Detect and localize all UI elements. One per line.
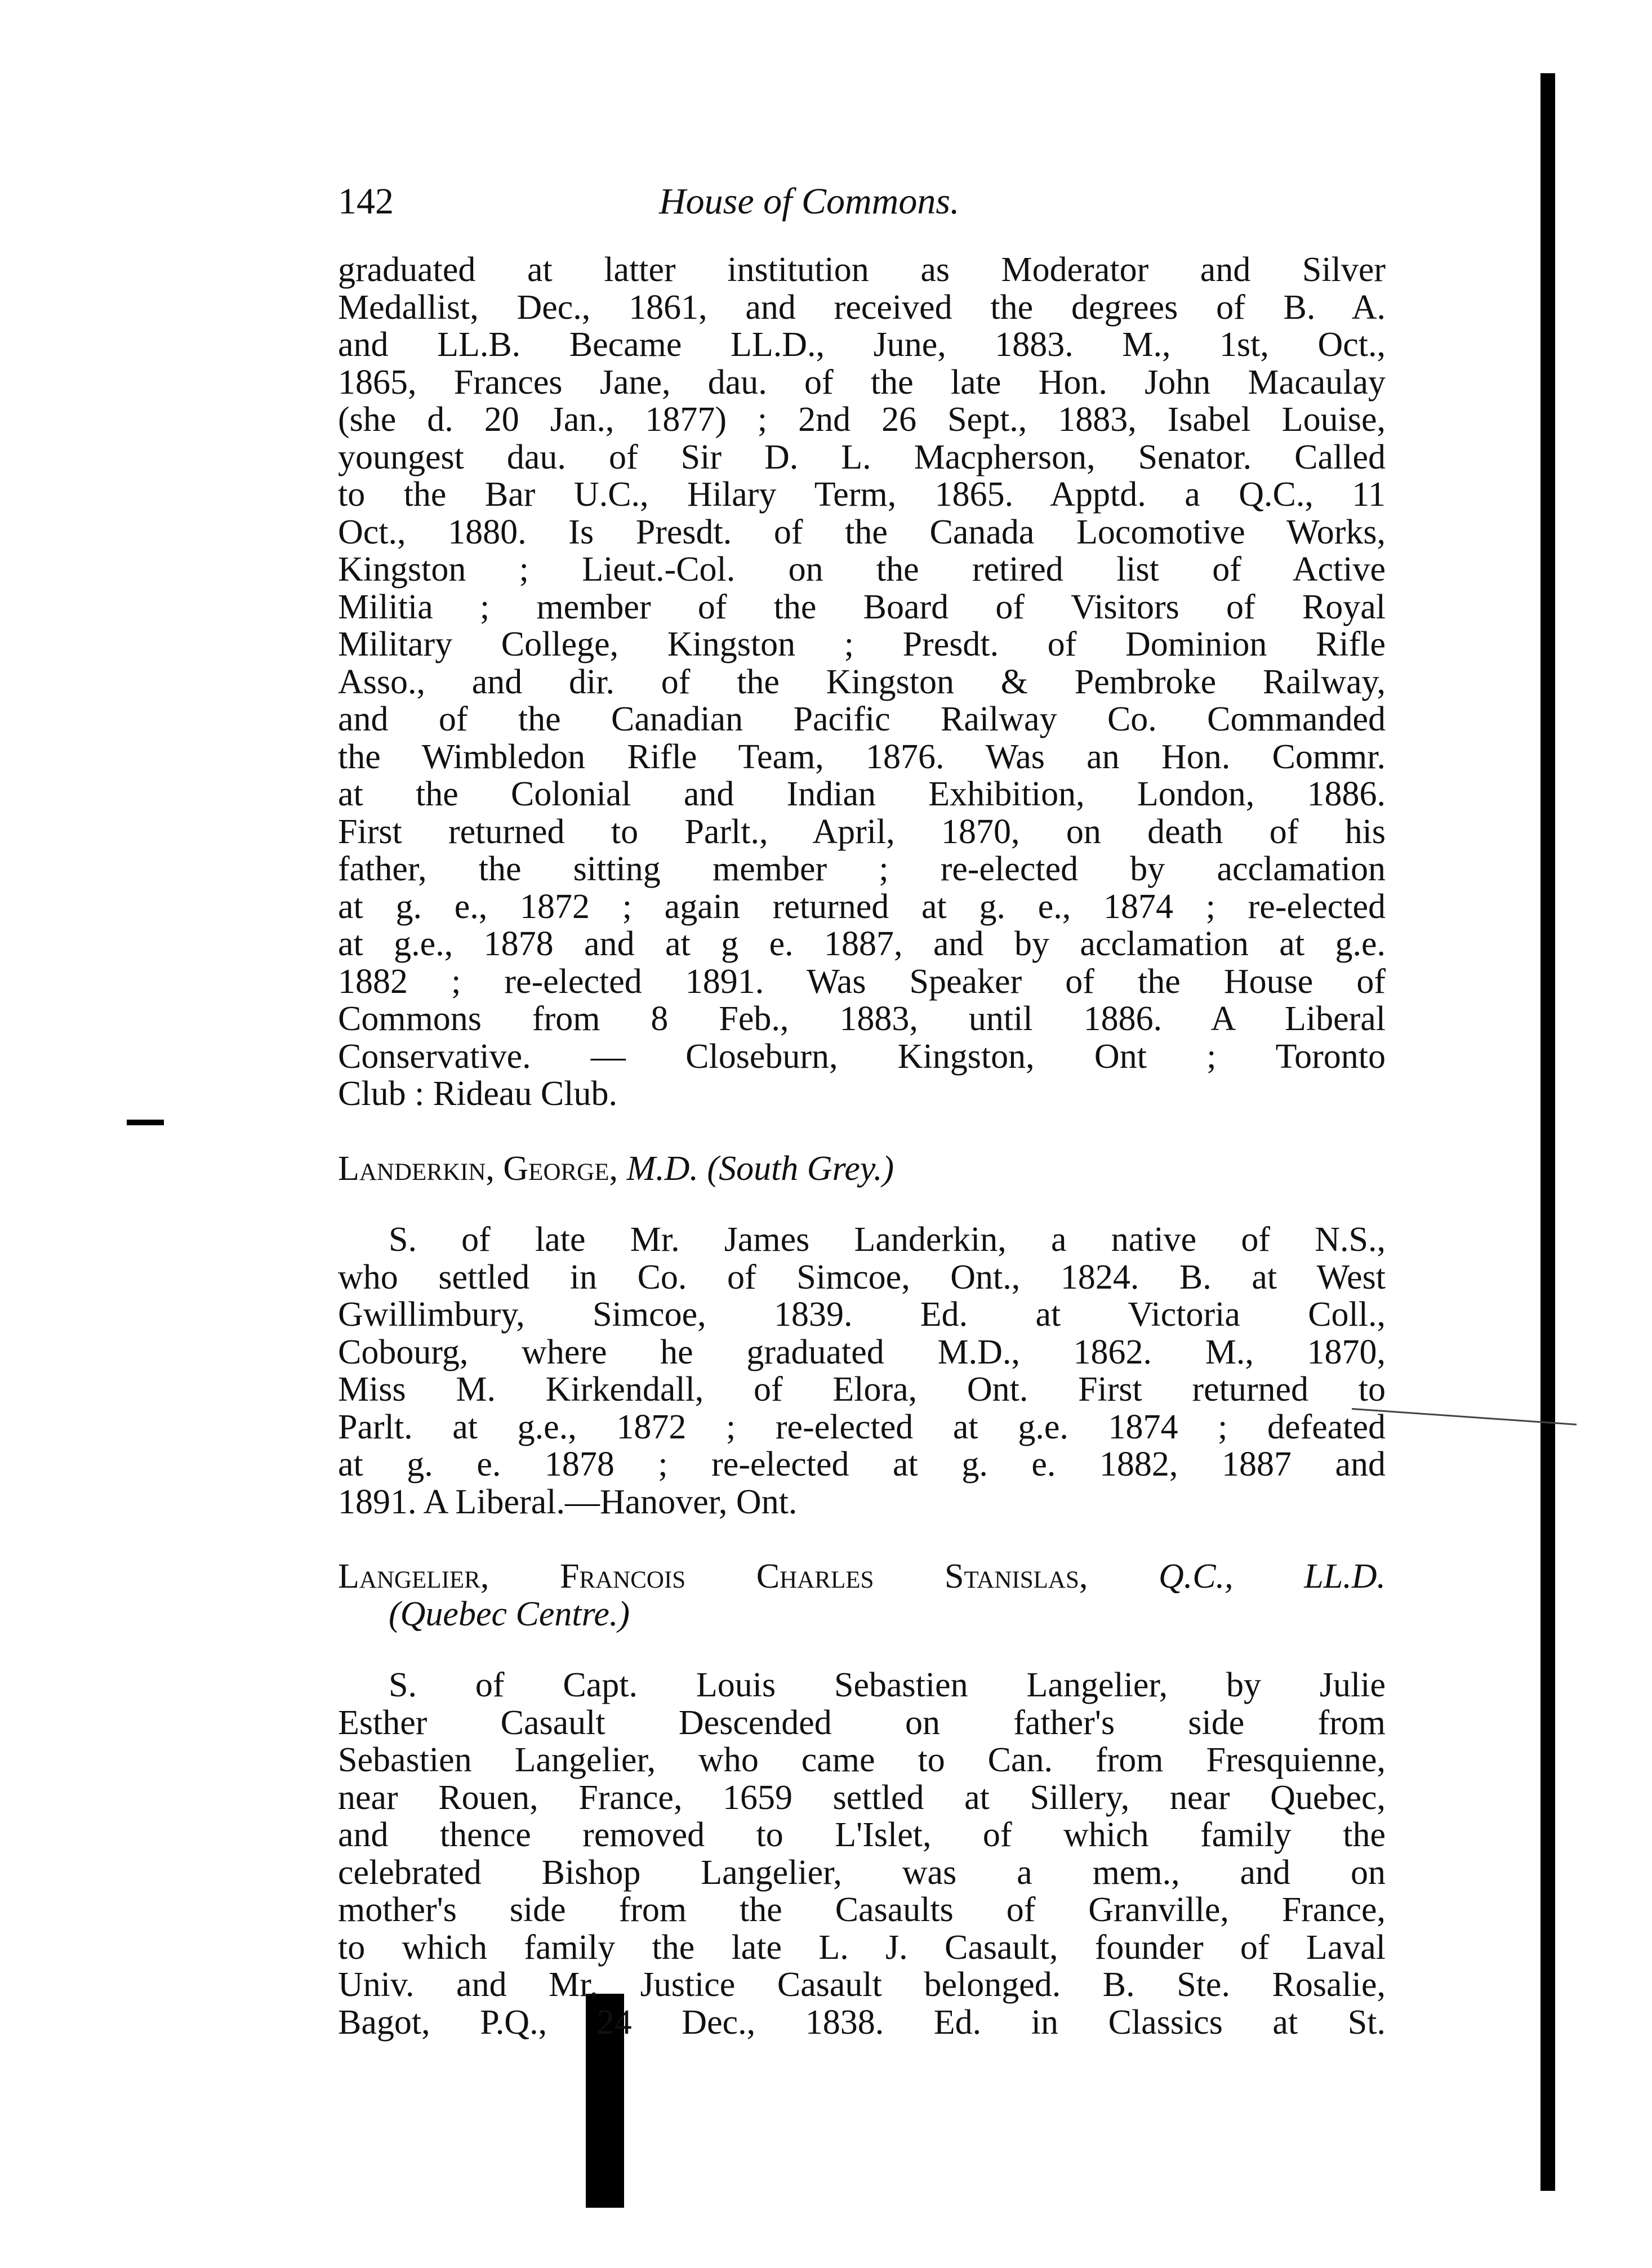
- entry-heading: [338, 1558, 1386, 1596]
- member-riding: (South Grey.): [707, 1149, 894, 1188]
- text-line: at g.e., 1878 and at g e. 1887, and by acclamation at g.e.: [338, 925, 1386, 963]
- text-line: Conservative. — Closeburn, Kingston, Ont ; Toronto: [338, 1037, 1386, 1076]
- text-line: mother's side from the Casaults of Granville, France,: [338, 1891, 1386, 1929]
- entry-continued: [338, 251, 1386, 1113]
- text-line: Bagot, P.Q., 24 Dec., 1838. Ed. in Classics at St.: [338, 2003, 1386, 2042]
- text-line: Gwillimbury, Simcoe, 1839. Ed. at Victoria Coll.,: [338, 1295, 1386, 1334]
- text-line: and thence removed to L'Islet, of which family the: [338, 1816, 1386, 1854]
- entry-heading-riding: [338, 1596, 1386, 1633]
- text-line: Univ. and Mr. Justice Casault belonged. B. Ste. Rosalie,: [338, 1966, 1386, 2004]
- text-line: Parlt. at g.e., 1872 ; re-elected at g.e. 1874 ; defeated: [338, 1407, 1386, 1446]
- scan-edge-bar: [1540, 73, 1555, 2191]
- text-line: First returned to Parlt., April, 1870, on death of his: [338, 812, 1386, 851]
- text-line: Militia ; member of the Board of Visitors of Royal: [338, 587, 1386, 626]
- page-number: 142: [338, 181, 394, 222]
- text-line: to which family the late L. J. Casault, founder of Laval: [338, 1928, 1386, 1967]
- text-line: 1882 ; re-elected 1891. Was Speaker of the House of: [338, 962, 1386, 1001]
- text-line: S. of late Mr. James Landerkin, a native of N.S.,: [389, 1220, 1386, 1259]
- text-line: Military College, Kingston ; Presdt. of Dominion Rifle: [338, 625, 1386, 663]
- text-line: Esther Casault Descended on father's side from: [338, 1703, 1386, 1742]
- text-line: at g. e., 1872 ; again returned at g. e., 1874 ; re-elected: [338, 887, 1386, 926]
- member-riding: (Quebec Centre.): [389, 1594, 630, 1633]
- text-line: 1865, Frances Jane, dau. of the late Hon. John Macaulay: [338, 363, 1386, 402]
- text-line: Oct., 1880. Is Presdt. of the Canada Locomotive Works,: [338, 513, 1386, 551]
- margin-dash: [127, 1120, 164, 1125]
- member-title: Q.C., LL.D.: [1159, 1557, 1386, 1596]
- entry-langelier: [338, 1558, 1386, 2041]
- text-line: Medallist, Dec., 1861, and received the degrees of B. A.: [338, 288, 1386, 327]
- text-line: Cobourg, where he graduated M.D., 1862. M., 1870,: [338, 1333, 1386, 1371]
- text-line: Commons from 8 Feb., 1883, until 1886. A Liberal: [338, 1000, 1386, 1038]
- text-line: (she d. 20 Jan., 1877) ; 2nd 26 Sept., 1883, Isabel Louise,: [338, 400, 1386, 439]
- entry-landerkin: [338, 1150, 1386, 1521]
- text-line: the Wimbledon Rifle Team, 1876. Was an Hon. Commr.: [338, 737, 1386, 776]
- text-line: near Rouen, France, 1659 settled at Sillery, near Quebec,: [338, 1778, 1386, 1817]
- text-line: who settled in Co. of Simcoe, Ont., 1824. B. at West: [338, 1258, 1386, 1296]
- text-line: graduated at latter institution as Moderator and Silver: [338, 251, 1386, 289]
- text-line: Asso., and dir. of the Kingston & Pembroke Railway,: [338, 662, 1386, 701]
- text-line: to the Bar U.C., Hilary Term, 1865. Apptd. a Q.C., 11: [338, 475, 1386, 514]
- member-title: M.D.: [626, 1149, 698, 1188]
- member-name: Landerkin, George,: [338, 1149, 618, 1188]
- text-line: and of the Canadian Pacific Railway Co. Commanded: [338, 700, 1386, 738]
- text-line: 1891. A Liberal.—Hanover, Ont.: [338, 1482, 798, 1521]
- text-line: Sebastien Langelier, who came to Can. from Fresquienne,: [338, 1741, 1386, 1779]
- running-title: House of Commons.: [659, 181, 960, 222]
- text-line: Club : Rideau Club.: [338, 1075, 617, 1113]
- member-name: Langelier, Francois Charles Stanislas,: [338, 1557, 1088, 1596]
- text-line: celebrated Bishop Langelier, was a mem., and on: [338, 1853, 1386, 1892]
- body-text: [338, 251, 1386, 2041]
- text-line: at the Colonial and Indian Exhibition, London, 1886.: [338, 775, 1386, 813]
- text-line: at g. e. 1878 ; re-elected at g. e. 1882, 1887 and: [338, 1445, 1386, 1483]
- entry-heading: [338, 1150, 1386, 1188]
- text-line: father, the sitting member ; re-elected by acclamation: [338, 850, 1386, 888]
- text-line: youngest dau. of Sir D. L. Macpherson, Senator. Called: [338, 438, 1386, 476]
- text-line: S. of Capt. Louis Sebastien Langelier, by Julie: [389, 1666, 1386, 1704]
- page-header: [338, 180, 1386, 225]
- text-line: Miss M. Kirkendall, of Elora, Ont. First returned to: [338, 1370, 1386, 1409]
- text-line: and LL.B. Became LL.D., June, 1883. M., 1st, Oct.,: [338, 326, 1386, 364]
- text-line: Kingston ; Lieut.-Col. on the retired list of Active: [338, 550, 1386, 589]
